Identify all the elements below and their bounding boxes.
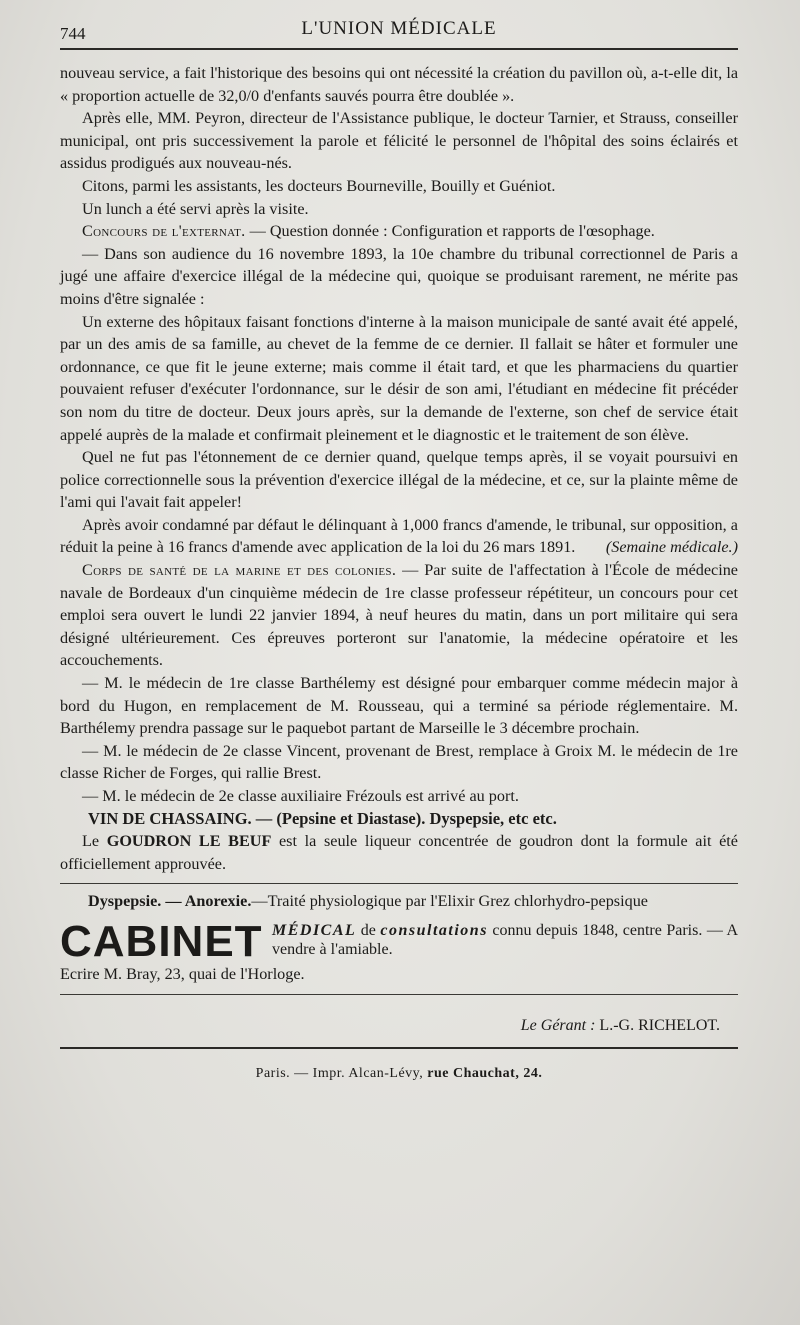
ad-text: —Traité physiologique par l'Elixir Grez chlorhydro-pepsique xyxy=(251,892,648,911)
ad-text: de xyxy=(356,921,381,939)
paragraph: — M. le médecin de 1re classe Barthélemy est désigné pour embarquer comme médecin major à bord du Hugon, en remplacement de M. Rousseau, qui a terminé sa période réglementaire. M. Barthélemy prendra passage sur le paquebot partant de Marseille le 3 décembre prochain. xyxy=(60,674,738,738)
gerant-label: Le Gérant : xyxy=(520,1016,596,1034)
cabinet-title: CABINET xyxy=(60,916,263,966)
paragraph xyxy=(60,514,738,559)
advertisement-dyspepsie xyxy=(60,890,738,913)
running-title: L'UNION MÉDICALE xyxy=(301,18,497,39)
divider xyxy=(60,883,738,884)
paragraph-text: Après avoir condamné par défaut le délinquant à 1,000 francs d'amende, le tribunal, sur opposition, a réduit la peine à 16 francs d'amende avec application de la loi du 26 mars 1891. xyxy=(60,515,738,557)
paragraph: Un externe des hôpitaux faisant fonctions d'interne à la maison municipale de santé avait été appelé, par un des amis de sa famille, au chevet de la femme de ce dernier. Il fallait se hâter et formuler une ordonnance, ce que fit le jeune externe; mais comme il était tard, et que les pharmaciens du quartier pouvaient refuser d'exécuter l'ordonnance, sur le désir de son ami, l'étudiant en médecine fit précéder son nom du titre de docteur. Deux jours après, sur la demande de l'externe, son chef de service était appelé auprès de la malade et confirmait pleinement et le diagnostic et le traitement de son élève. xyxy=(60,312,738,444)
page-header xyxy=(60,12,738,50)
page-number: 744 xyxy=(60,24,86,43)
divider xyxy=(60,1047,738,1049)
section-heading: Concours de l'externat. xyxy=(82,222,246,241)
imprint-address: rue Chauchat, 24. xyxy=(427,1066,543,1082)
advertisement-goudron xyxy=(60,830,738,875)
paragraph: nouveau service, a fait l'historique des besoins qui ont nécessité la création du pavillon où, a-t-elle dit, la « proportion actuelle de 32,0/0 d'enfants sauvés pourra être doublée ». xyxy=(60,64,738,105)
ad-text: connu depuis 1848, centre Paris. — A vendre à l'amiable. xyxy=(272,921,738,958)
advertisement-cabinet xyxy=(60,916,738,966)
paragraph: Après elle, MM. Peyron, directeur de l'Assistance publique, le docteur Tarnier, et Strauss, conseiller municipal, ont pris successivement la parole et félicité le personnel de l'hôpital des soins éclairés et assidus prodigués aux nouveau-nés. xyxy=(60,109,738,173)
paragraph: Un lunch a été servi après la visite. xyxy=(82,199,309,218)
gerant-name: L.-G. RICHELOT. xyxy=(595,1016,720,1034)
paragraph xyxy=(60,220,738,243)
divider xyxy=(60,994,738,995)
paragraph: Quel ne fut pas l'étonnement de ce dernier quand, quelque temps après, il se voyait poursuivi en police correctionnelle sous la prévention d'exercice illégal de la médecine, et ce, sur la plainte même de l'ami qui l'avait fait appeler! xyxy=(60,448,738,512)
paragraph-text: — Par suite de l'affectation à l'École de médecine navale de Bordeaux d'un cinquième médecin de 1re classe professeur répétiteur, un concours pour cet emploi sera ouvert le lundi 22 janvier 1894, à neuf heures du matin, dans un port militaire qui sera désigné ultérieurement. Ces épreuves porteront sur l'anatomie, la médecine opératoire et les accouchements. xyxy=(60,561,738,670)
imprint-text: Paris. — Impr. Alcan-Lévy, xyxy=(255,1066,428,1082)
cabinet-text xyxy=(272,921,738,959)
ad-medical: MÉDICAL xyxy=(272,921,357,939)
article-body xyxy=(60,62,738,1086)
ad-consultations: consultations xyxy=(380,921,488,939)
section-heading: Corps de santé de la marine et des colonies. xyxy=(82,561,397,580)
paragraph xyxy=(60,559,738,672)
paragraph-text: — Question donnée : Configuration et rapports de l'œsophage. xyxy=(245,222,655,241)
ad-heading: Dyspepsie. — Anorexie. xyxy=(88,892,252,911)
paragraph: — Dans son audience du 16 novembre 1893, la 10e chambre du tribunal correctionnel de Paris a jugé une affaire d'exercice illégal de la médecine qui, quoique se produisant rarement, ne mérite pas moins d'être signalée : xyxy=(60,244,738,308)
paragraph: — M. le médecin de 2e classe auxiliaire Frézouls est arrivé au port. xyxy=(82,787,519,805)
contact-line: Ecrire M. Bray, 23, quai de l'Horloge. xyxy=(60,964,305,983)
ad-brand: GOUDRON LE BEUF xyxy=(106,832,272,851)
ad-text: Le xyxy=(82,832,107,851)
paragraph: Citons, parmi les assistants, les docteurs Bourneville, Bouilly et Guéniot. xyxy=(82,176,556,195)
source-citation: (Semaine médicale.) xyxy=(605,538,738,557)
imprint-line xyxy=(60,1063,738,1086)
paragraph: — M. le médecin de 2e classe Vincent, provenant de Brest, remplace à Groix M. le médecin de 1re classe Richer de Forges, qui rallie Brest. xyxy=(60,741,738,783)
ad-text: est la seule liqueur concentrée de goudron dont la formule ait été officiellement approuvée. xyxy=(60,832,738,873)
gerant-line xyxy=(60,1015,738,1038)
advertisement-vin: VIN DE CHASSAING. — (Pepsine et Diastase). Dyspepsie, etc etc. xyxy=(88,808,557,828)
